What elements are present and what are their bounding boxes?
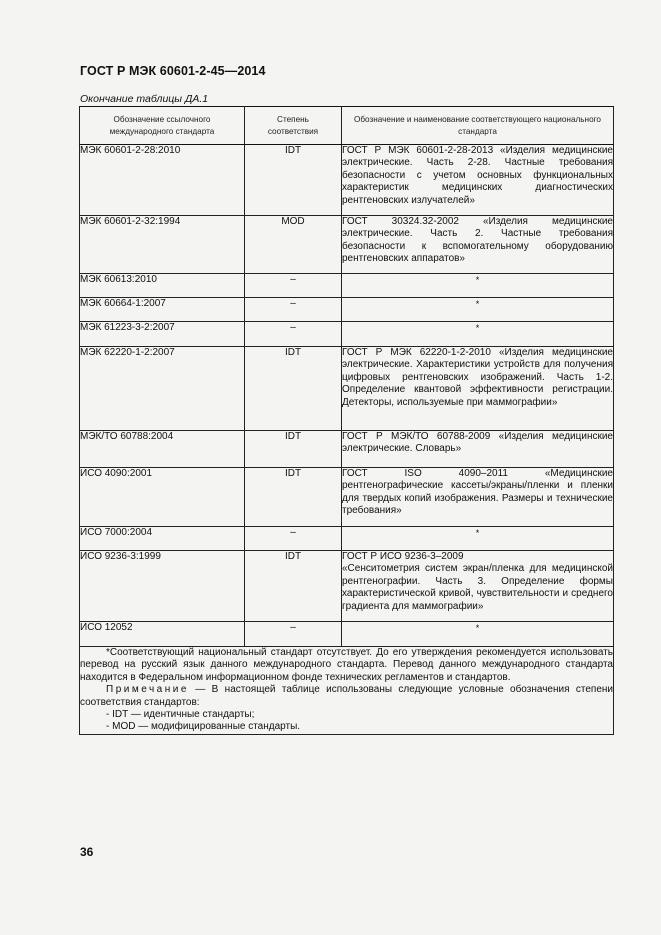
cell-national [342, 274, 614, 298]
cell-national: ГОСТ Р МЭК 62220-1-2-2010 «Изделия медицинские электрические. Характеристики устройств для получения цифровых рентгеновских изображений. Часть 1-2. Определение квантовой эффективности регистрации. Детекторы, используемые при маммографии» [342, 347, 614, 431]
cell-international: МЭК/ТО 60788:2004 [80, 431, 245, 468]
cell-national [342, 551, 614, 622]
reference-standards-table [79, 106, 614, 735]
cell-international: ИСО 9236-3:1999 [80, 551, 245, 622]
cell-degree: MOD [245, 216, 342, 274]
cell-degree: IDT [245, 145, 342, 216]
table-row [80, 145, 614, 216]
national-standard-title: «Сенситометрия систем экран/пленка для медицинской рентгенографии. Часть 3. Определение формы характеристической кривой, чувствительности и среднего градиента для маммографии» [342, 563, 613, 612]
table-row [80, 274, 614, 298]
cell-national [342, 527, 614, 551]
cell-national: ГОСТ Р МЭК/ТО 60788-2009 «Изделия медицинские электрические. Словарь» [342, 431, 614, 468]
table-notes-row [80, 647, 614, 735]
cell-national: ГОСТ Р МЭК 60601-2-28-2013 «Изделия медицинские электрические. Часть 2-28. Частные требования безопасности с учетом основных функциональных характеристик медицинских диагностических рентгеновских излучателей» [342, 145, 614, 216]
cell-international: МЭК 62220-1-2:2007 [80, 347, 245, 431]
cell-international: ИСО 12052 [80, 622, 245, 647]
cell-national: ГОСТ 30324.32-2002 «Изделия медицинские электрические. Часть 2. Частные требования безопасности к вспомогательному оборудованию рентгеновских аппаратов» [342, 216, 614, 274]
table-row [80, 322, 614, 347]
table-row [80, 551, 614, 622]
cell-degree: IDT [245, 468, 342, 527]
column-header-international: Обозначение ссылочного международного стандарта [80, 107, 245, 145]
document-title: ГОСТ Р МЭК 60601-2-45—2014 [80, 64, 266, 78]
table-row [80, 527, 614, 551]
cell-national [342, 622, 614, 647]
table-row [80, 347, 614, 431]
footnote-star: * [475, 275, 480, 285]
table-row [80, 216, 614, 274]
note-paragraph [80, 684, 613, 709]
table-row [80, 468, 614, 527]
footnote-star: * [475, 528, 480, 538]
cell-international: МЭК 60601-2-28:2010 [80, 145, 245, 216]
cell-degree: – [245, 322, 342, 347]
column-header-degree: Степень соответствия [245, 107, 342, 145]
cell-international: ИСО 4090:2001 [80, 468, 245, 527]
cell-degree: IDT [245, 431, 342, 468]
cell-national [342, 298, 614, 322]
footnote-star: * [475, 623, 480, 633]
table-caption: Окончание таблицы ДА.1 [80, 93, 209, 105]
cell-degree: – [245, 527, 342, 551]
table-row [80, 298, 614, 322]
page-number: 36 [80, 845, 94, 859]
cell-degree: IDT [245, 551, 342, 622]
cell-degree: IDT [245, 347, 342, 431]
national-standard-code: ГОСТ Р ИСО 9236-3–2009 [342, 551, 464, 562]
note-list-item: - MOD — модифицированные стандарты. [106, 721, 301, 733]
cell-degree: – [245, 298, 342, 322]
table-header-row [80, 107, 614, 145]
column-header-national: Обозначение и наименование соответствующего национального стандарта [342, 107, 614, 145]
cell-national: ГОСТ ISO 4090–2011 «Медицинские рентгенографические кассеты/экраны/пленки и пленки для твердых копий изображения. Размеры и технические требования» [342, 468, 614, 527]
note-label: Примечание [106, 684, 189, 696]
note-list-item: - IDT — идентичные стандарты; [106, 709, 255, 721]
table-row [80, 622, 614, 647]
cell-national [342, 322, 614, 347]
cell-degree: – [245, 274, 342, 298]
footnote-text: *Соответствующий национальный стандарт отсутствует. До его утверждения рекомендуется использовать перевод на русский язык данного международного стандарта. Перевод данного международного стандарта находится в Федеральном информационном фонде технических регламентов и стандартов. [80, 647, 613, 683]
cell-international: МЭК 61223-3-2:2007 [80, 322, 245, 347]
cell-international: МЭК 60664-1:2007 [80, 298, 245, 322]
cell-international: ИСО 7000:2004 [80, 527, 245, 551]
cell-international: МЭК 60613:2010 [80, 274, 245, 298]
footnote-star: * [475, 323, 480, 333]
cell-degree: – [245, 622, 342, 647]
cell-international: МЭК 60601-2-32:1994 [80, 216, 245, 274]
table-notes [80, 647, 614, 735]
table-row [80, 431, 614, 468]
footnote-star: * [475, 299, 480, 309]
note-text: — В настоящей таблице использованы следующие условные обозначения степени соответствия стандартов: [80, 684, 613, 708]
